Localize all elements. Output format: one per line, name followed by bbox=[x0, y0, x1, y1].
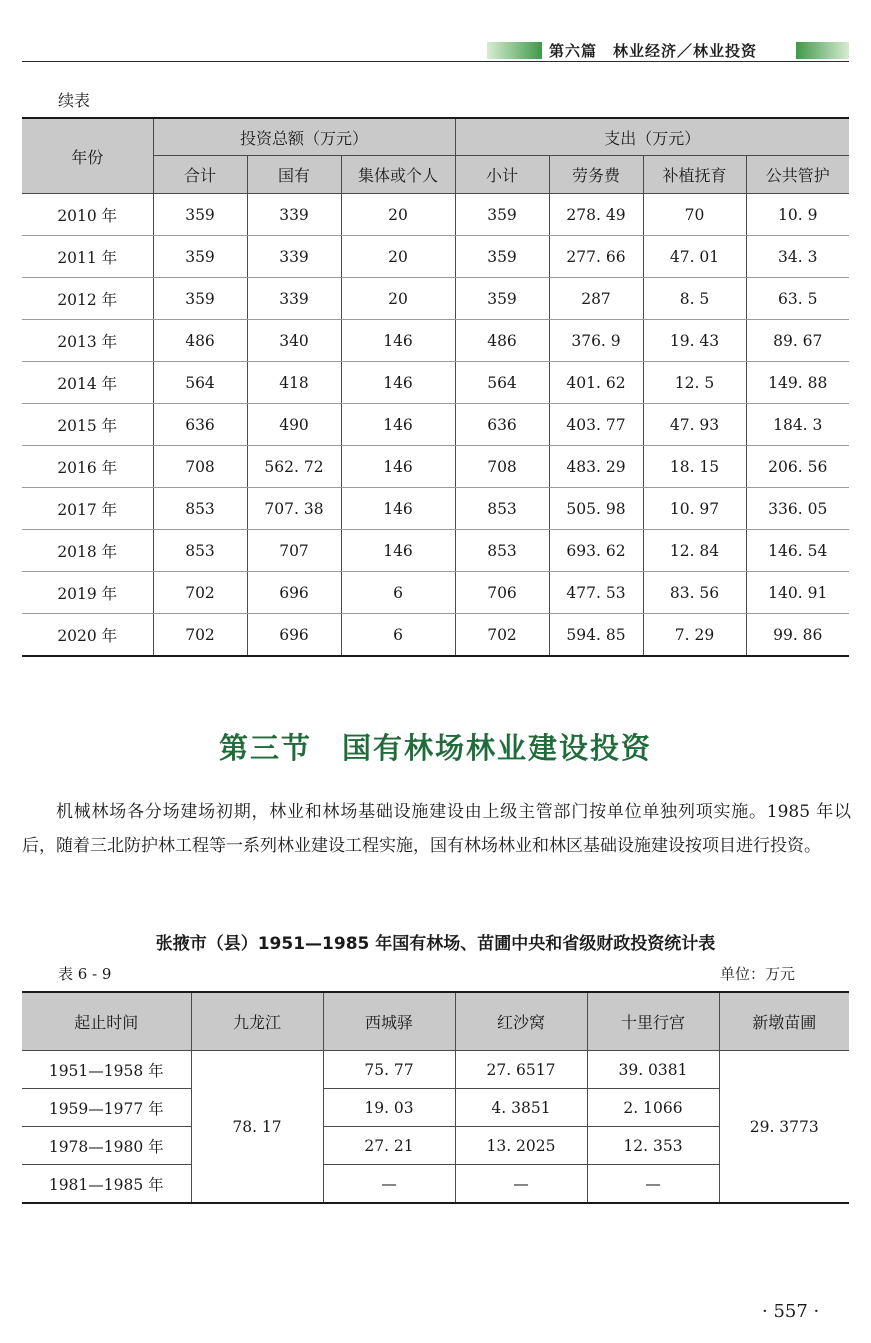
header-accent-bar-right bbox=[796, 42, 849, 59]
year-cell: 2012 年 bbox=[22, 278, 153, 320]
table-cell: 339 bbox=[247, 278, 341, 320]
year-cell: 2015 年 bbox=[22, 404, 153, 446]
table-cell: 486 bbox=[455, 320, 549, 362]
table-cell: 707. 38 bbox=[247, 488, 341, 530]
table-row bbox=[22, 194, 849, 236]
table-cell: 702 bbox=[153, 614, 247, 657]
table-cell: 47. 93 bbox=[643, 404, 746, 446]
year-cell: 2019 年 bbox=[22, 572, 153, 614]
period-cell: 1978—1980 年 bbox=[22, 1127, 191, 1165]
table-cell: 359 bbox=[455, 236, 549, 278]
year-cell: 2020 年 bbox=[22, 614, 153, 657]
table-cell: — bbox=[323, 1165, 455, 1204]
table-cell: 277. 66 bbox=[549, 236, 643, 278]
table-cell: 2. 1066 bbox=[587, 1089, 719, 1127]
table-cell: 483. 29 bbox=[549, 446, 643, 488]
table-cell: 146 bbox=[341, 404, 455, 446]
table-cell: 486 bbox=[153, 320, 247, 362]
table-cell: 99. 86 bbox=[746, 614, 849, 657]
table-cell: 146. 54 bbox=[746, 530, 849, 572]
table-cell: 12. 353 bbox=[587, 1127, 719, 1165]
table-cell: 636 bbox=[455, 404, 549, 446]
header-accent-bar-left bbox=[487, 42, 542, 59]
year-cell: 2010 年 bbox=[22, 194, 153, 236]
table-cell: 490 bbox=[247, 404, 341, 446]
table-cell: 19. 43 bbox=[643, 320, 746, 362]
table-cell: 27. 6517 bbox=[455, 1051, 587, 1089]
table-cell: 359 bbox=[455, 278, 549, 320]
table-cell: 8. 5 bbox=[643, 278, 746, 320]
table-cell: 693. 62 bbox=[549, 530, 643, 572]
table-cell: 376. 9 bbox=[549, 320, 643, 362]
table-cell: 401. 62 bbox=[549, 362, 643, 404]
year-cell: 2016 年 bbox=[22, 446, 153, 488]
table-cell: 83. 56 bbox=[643, 572, 746, 614]
table-cell: 12. 84 bbox=[643, 530, 746, 572]
table-cell: — bbox=[455, 1165, 587, 1204]
xichengyi-header: 西城驿 bbox=[323, 992, 455, 1051]
table-cell: 34. 3 bbox=[746, 236, 849, 278]
year-header: 年份 bbox=[22, 118, 153, 194]
table-cell: 359 bbox=[153, 236, 247, 278]
table-cell: 564 bbox=[153, 362, 247, 404]
period-header: 起止时间 bbox=[22, 992, 191, 1051]
table-cell: 89. 67 bbox=[746, 320, 849, 362]
table-cell: 146 bbox=[341, 320, 455, 362]
table-cell: 184. 3 bbox=[746, 404, 849, 446]
table-row bbox=[22, 572, 849, 614]
table-cell: 140. 91 bbox=[746, 572, 849, 614]
table-cell: 594. 85 bbox=[549, 614, 643, 657]
page-number: · 557 · bbox=[762, 1301, 820, 1322]
table-cell: 339 bbox=[247, 236, 341, 278]
table-cell: 70 bbox=[643, 194, 746, 236]
jiulongjiang-header: 九龙江 bbox=[191, 992, 323, 1051]
year-cell: 2011 年 bbox=[22, 236, 153, 278]
table-cell: 696 bbox=[247, 572, 341, 614]
table-cell: 20 bbox=[341, 278, 455, 320]
table-cell: 708 bbox=[455, 446, 549, 488]
table-cell: 278. 49 bbox=[549, 194, 643, 236]
table-cell: 564 bbox=[455, 362, 549, 404]
hongshawo-header: 红沙窝 bbox=[455, 992, 587, 1051]
table-row bbox=[22, 278, 849, 320]
table-cell: 336. 05 bbox=[746, 488, 849, 530]
continued-label: 续表 bbox=[58, 91, 91, 110]
table-row bbox=[22, 446, 849, 488]
table-cell: 10. 9 bbox=[746, 194, 849, 236]
table-cell: 4. 3851 bbox=[455, 1089, 587, 1127]
table-row bbox=[22, 488, 849, 530]
table-row bbox=[22, 530, 849, 572]
table-row bbox=[22, 236, 849, 278]
table-row bbox=[22, 320, 849, 362]
subheader-state: 国有 bbox=[247, 156, 341, 194]
table-cell: 149. 88 bbox=[746, 362, 849, 404]
table-cell: 7. 29 bbox=[643, 614, 746, 657]
table-cell: 20 bbox=[341, 194, 455, 236]
table-cell: 6 bbox=[341, 614, 455, 657]
table-cell: 287 bbox=[549, 278, 643, 320]
table-cell: 706 bbox=[455, 572, 549, 614]
table-cell: 636 bbox=[153, 404, 247, 446]
table-cell: 13. 2025 bbox=[455, 1127, 587, 1165]
period-cell: 1951—1958 年 bbox=[22, 1051, 191, 1089]
table-cell: 562. 72 bbox=[247, 446, 341, 488]
table2-title: 张掖市（县）1951—1985 年国有林场、苗圃中央和省级财政投资统计表 bbox=[155, 934, 716, 954]
xinduan-total-cell: 29. 3773 bbox=[719, 1051, 849, 1204]
subheader-labor: 劳务费 bbox=[549, 156, 643, 194]
table-cell: 708 bbox=[153, 446, 247, 488]
year-cell: 2017 年 bbox=[22, 488, 153, 530]
table-cell: 19. 03 bbox=[323, 1089, 455, 1127]
table-cell: 477. 53 bbox=[549, 572, 643, 614]
table-cell: 853 bbox=[153, 488, 247, 530]
table-cell: 696 bbox=[247, 614, 341, 657]
table-cell: 339 bbox=[247, 194, 341, 236]
period-cell: 1981—1985 年 bbox=[22, 1165, 191, 1204]
table-cell: 359 bbox=[153, 194, 247, 236]
table-cell: 853 bbox=[455, 488, 549, 530]
subheader-subtotal: 小计 bbox=[455, 156, 549, 194]
table-cell: 75. 77 bbox=[323, 1051, 455, 1089]
running-title: 第六篇 林业经济／林业投资 bbox=[549, 42, 758, 60]
table2-unit: 单位：万元 bbox=[720, 965, 796, 983]
table-cell: 20 bbox=[341, 236, 455, 278]
table-cell: 18. 15 bbox=[643, 446, 746, 488]
table-cell: 146 bbox=[341, 362, 455, 404]
period-cell: 1959—1977 年 bbox=[22, 1089, 191, 1127]
section-title: 国有林场林业建设投资 bbox=[342, 731, 653, 765]
table-cell: 702 bbox=[153, 572, 247, 614]
body-paragraph: 机械林场各分场建场初期，林业和林场基础设施建设由上级主管部门按单位单独列项实施。1985 年以后，随着三北防护林工程等一系列林业建设工程实施，国有林场林业和林区基础设施建设按项目进行投资。 bbox=[22, 802, 851, 856]
table-cell: 146 bbox=[341, 488, 455, 530]
table-cell: 27. 21 bbox=[323, 1127, 455, 1165]
table-cell: 146 bbox=[341, 446, 455, 488]
table-cell: 853 bbox=[153, 530, 247, 572]
section-number: 第三节 bbox=[218, 731, 312, 765]
table-cell: 39. 0381 bbox=[587, 1051, 719, 1089]
year-cell: 2013 年 bbox=[22, 320, 153, 362]
table-row bbox=[22, 1051, 849, 1089]
table-row bbox=[22, 362, 849, 404]
section-heading bbox=[0, 726, 871, 767]
shilixinggong-header: 十里行宫 bbox=[587, 992, 719, 1051]
table-row bbox=[22, 614, 849, 657]
table-cell: 853 bbox=[455, 530, 549, 572]
jiulongjiang-total-cell: 78. 17 bbox=[191, 1051, 323, 1204]
table-cell: — bbox=[587, 1165, 719, 1204]
table-cell: 12. 5 bbox=[643, 362, 746, 404]
table-cell: 418 bbox=[247, 362, 341, 404]
year-cell: 2014 年 bbox=[22, 362, 153, 404]
forest-farm-table bbox=[22, 991, 849, 1204]
table2-number: 表 6 - 9 bbox=[58, 965, 112, 983]
table-cell: 707 bbox=[247, 530, 341, 572]
investment-table bbox=[22, 117, 849, 657]
table-row bbox=[22, 404, 849, 446]
investment-group-header: 投资总额（万元） bbox=[153, 118, 455, 156]
header-rule bbox=[22, 61, 849, 62]
subheader-collective: 集体或个人 bbox=[341, 156, 455, 194]
expense-group-header: 支出（万元） bbox=[455, 118, 849, 156]
table-cell: 403. 77 bbox=[549, 404, 643, 446]
table-cell: 10. 97 bbox=[643, 488, 746, 530]
table-cell: 359 bbox=[153, 278, 247, 320]
xinduan-nursery-header: 新墩苗圃 bbox=[719, 992, 849, 1051]
subheader-total: 合计 bbox=[153, 156, 247, 194]
subheader-management: 公共管护 bbox=[746, 156, 849, 194]
table-cell: 6 bbox=[341, 572, 455, 614]
table-cell: 206. 56 bbox=[746, 446, 849, 488]
year-cell: 2018 年 bbox=[22, 530, 153, 572]
table-cell: 146 bbox=[341, 530, 455, 572]
table-cell: 340 bbox=[247, 320, 341, 362]
table-cell: 505. 98 bbox=[549, 488, 643, 530]
table-cell: 63. 5 bbox=[746, 278, 849, 320]
table-cell: 359 bbox=[455, 194, 549, 236]
table-cell: 47. 01 bbox=[643, 236, 746, 278]
subheader-replanting: 补植抚育 bbox=[643, 156, 746, 194]
table-cell: 702 bbox=[455, 614, 549, 657]
